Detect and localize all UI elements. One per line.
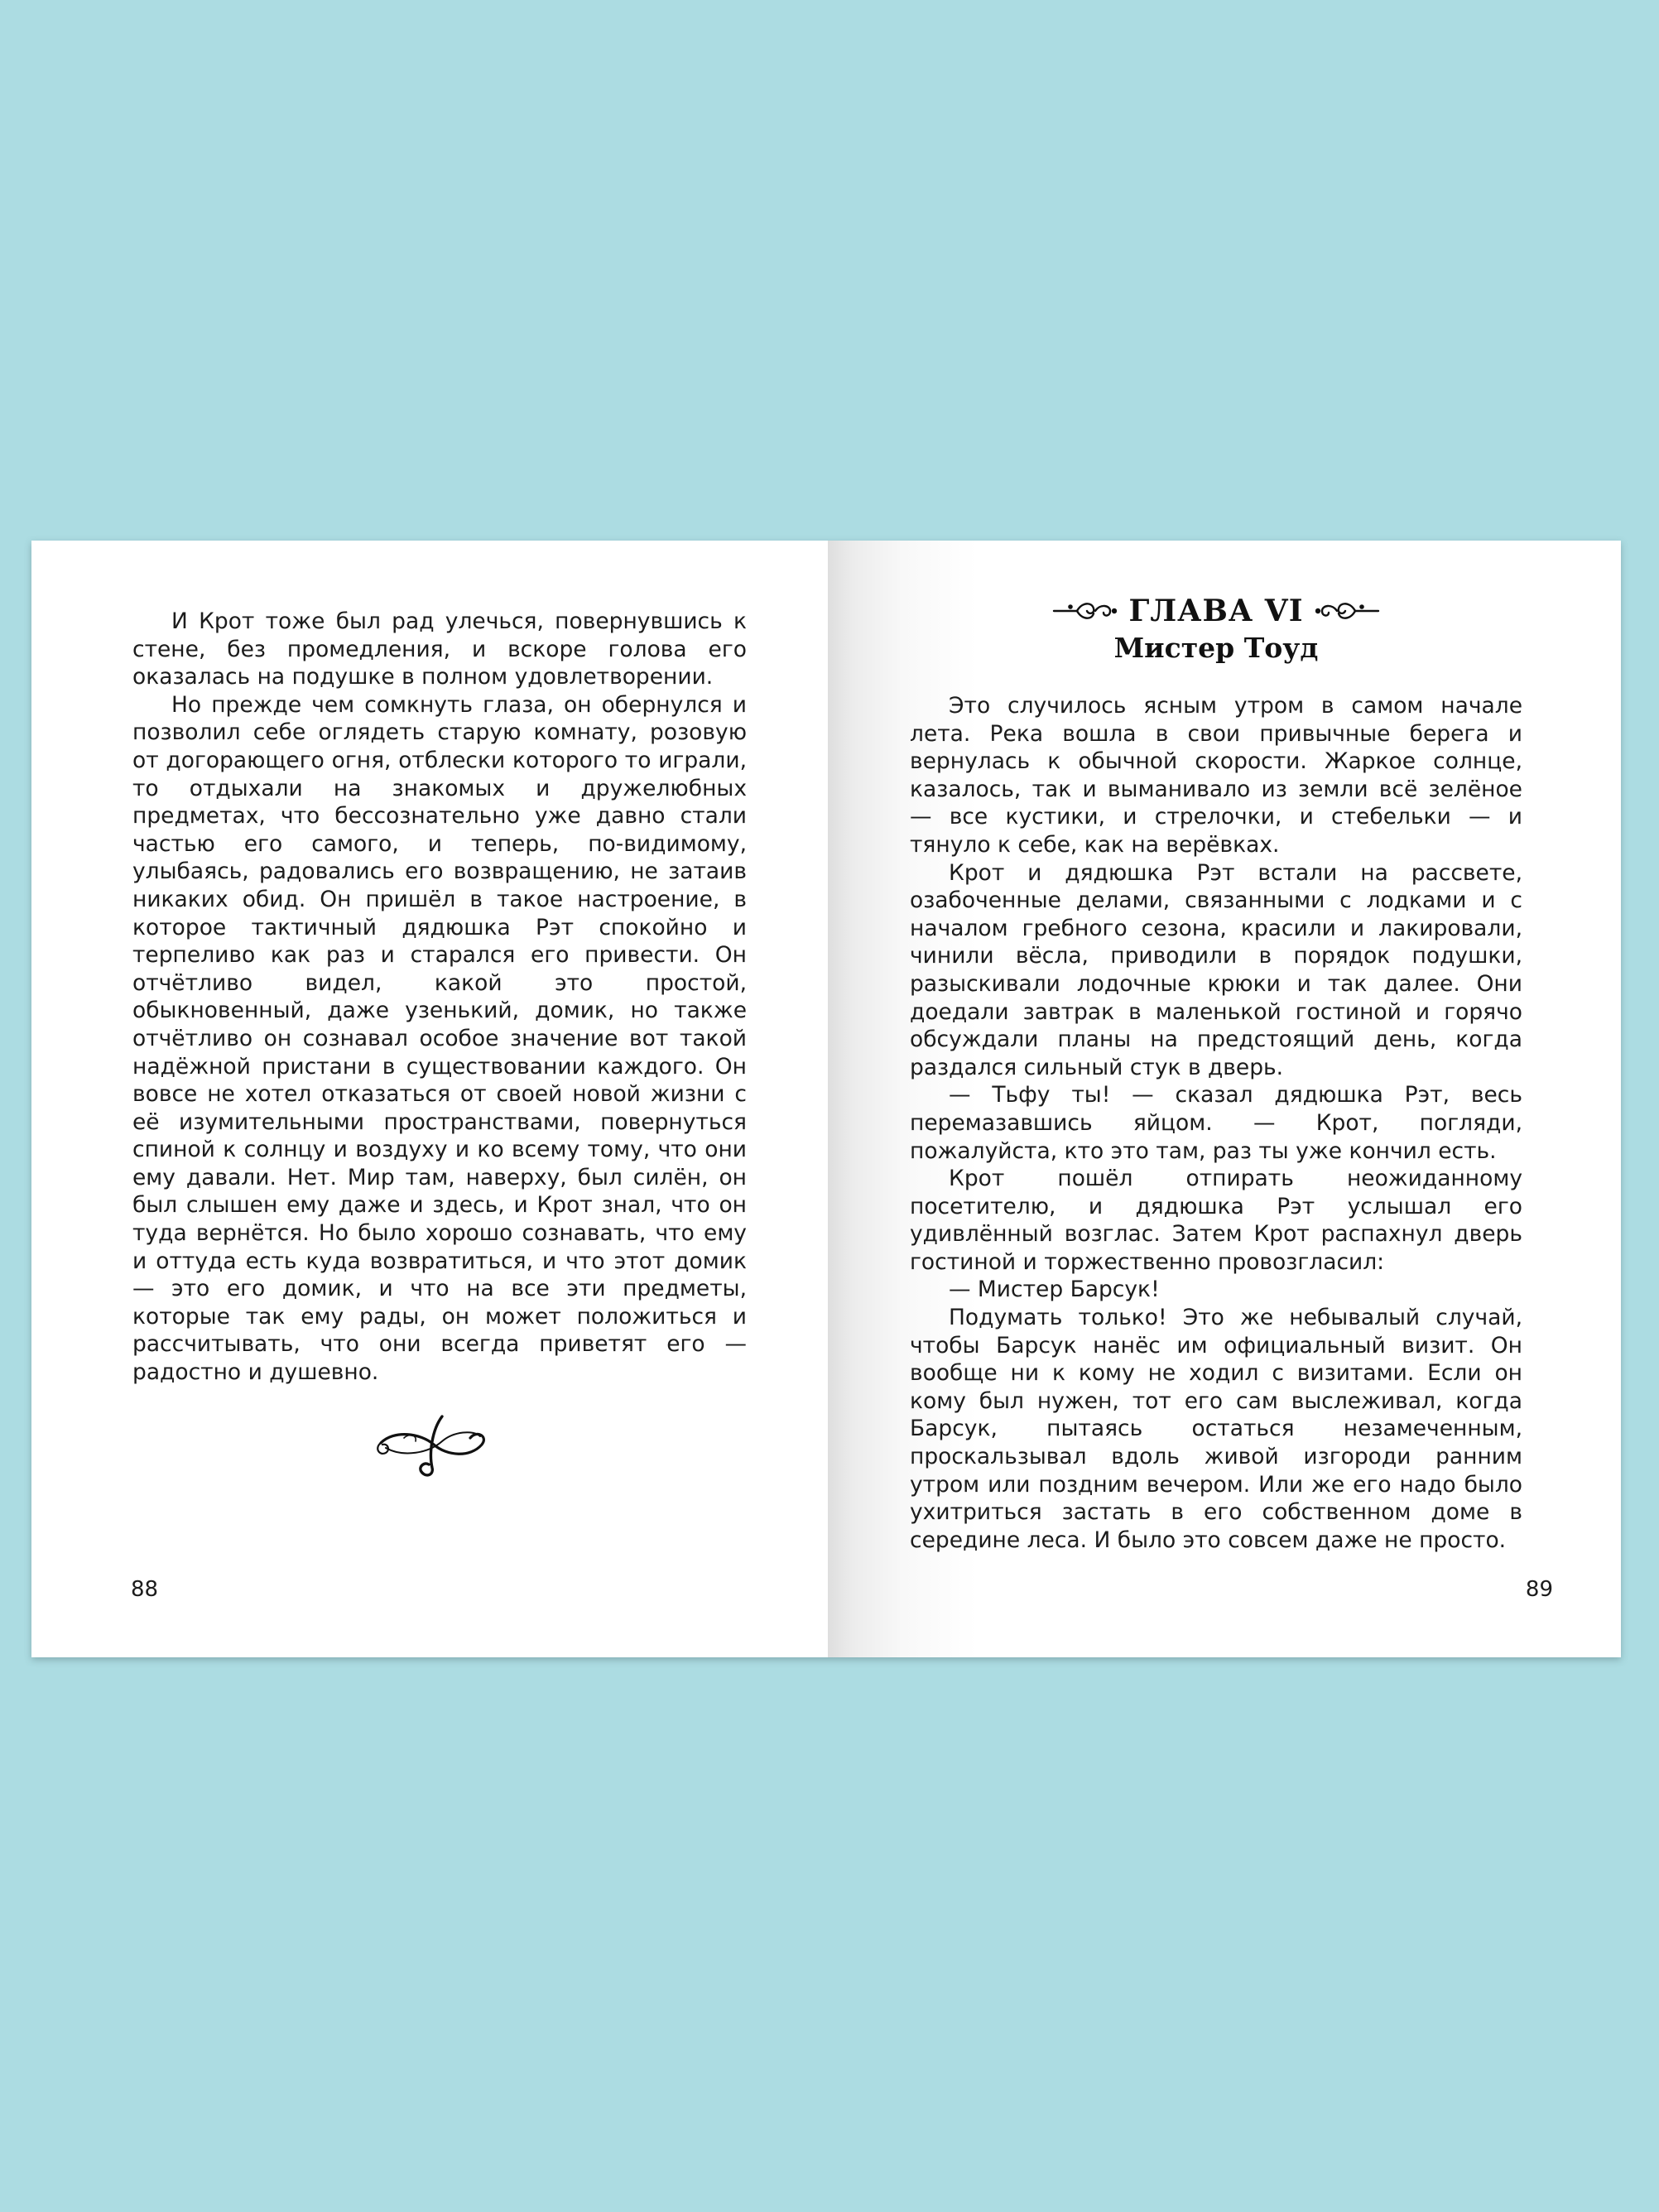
paragraph: — Мистер Барсук! [949, 1277, 1160, 1303]
right-page [828, 541, 1621, 1657]
paragraph: Крот и дядюшка Рэт встали на рассвете, озабоченные делами, связанными с лодками и с началом гребного сезона, красили и лакировали, чинили вёсла, приводили в порядок подушки, разыскивали лодочные крюки и так далее. Они доедали завтрак в маленькой гостиной и горячо обсуждали планы на предстоящий день, когда раздался сильный стук в дверь. [910, 859, 1522, 1080]
paragraph: Крот пошёл отпирать неожиданному посетителю, и дядюшка Рэт услышал его удивлённый возглас. Затем Крот распахнул дверь гостиной и торжественно провозгласил: [910, 1166, 1522, 1275]
page-number: 88 [131, 1577, 159, 1602]
calligraphic-flourish-icon [371, 1410, 492, 1479]
right-scroll-flourish-icon [1315, 599, 1380, 623]
paragraph: Это случилось ясным утром в самом начале лета. Река вошла в свои привычные берега и вернулась к обычной скорости. Жаркое солнце, казалось, так и выманивало из земли всё зелёное — все кустики, и стрелочки, и стебельки — и тянуло к себе, как на верёвках. [910, 693, 1522, 858]
paragraph: Подумать только! Это же небывалый случай, чтобы Барсук нанёс им официальный визит. Он вообще ни к кому не ходил с визитами. Если он кому был нужен, тот его сам выслеживал, когда Барсук, пытаясь остаться незамеченным, проскальзывал вдоль живой изгороди ранним утром или поздним вечером. Или же его надо было ухитриться застать в его собственном доме в середине леса. И было это совсем даже не просто. [910, 1305, 1522, 1553]
left-scroll-flourish-icon [1052, 599, 1117, 623]
paragraph: Но прежде чем сомкнуть глаза, он обернулся и позволил себе оглядеть старую комнату, розовую от догорающего огня, отблески которого то играли, то отдыхали на знакомых и дружелюбных предметах, что бессознательно уже давно стали частью его самого, и теперь, по-видимому, улыбаясь, радовались его возвращению, не затаив никаких обид. Он пришёл в такое настроение, в которое тактичный дядюшка Рэт спокойно и терпеливо как раз и старался его привести. Он отчётливо видел, какой это простой, обыкновенный, даже узенький, домик, но также отчётливо он сознавал особое значение вот такой надёжной пристани в существовании каждого. Он вовсе не хотел отказаться от своей новой жизни с её изумительными пространствами, повернуться спиной к солнцу и воздуху и ко всему тому, что они ему давали. Нет. Мир там, наверху, был силён, он был слышен ему даже и здесь, и Крот знал, что он туда вернётся. Но было хорошо сознавать, что ему и оттуда есть куда возвратиться, и что этот домик — это его домик, и что на все эти предметы, которые так ему рады, он может положиться и рассчитывать, что они всегда приветят его — радостно и душевно. [132, 691, 747, 1386]
paragraph: И Крот тоже был рад улечься, повернувшись к стене, без промедления, и вскоре голова его оказалась на подушке в полном удовлетворении. [132, 608, 747, 690]
page-number: 89 [1525, 1577, 1553, 1602]
left-page [31, 541, 828, 1657]
chapter-heading [910, 592, 1522, 666]
chapter-title: Мистер Тоуд [1113, 632, 1319, 664]
right-page-text [910, 692, 1522, 1554]
book-spread [31, 541, 1621, 1657]
chapter-label: ГЛАВА VI [1128, 594, 1304, 628]
left-page-text [132, 608, 747, 1387]
paragraph: — Тьфу ты! — сказал дядюшка Рэт, весь перемазавшись яйцом. — Крот, погляди, пожалуйста, кто это там, раз ты уже кончил есть. [910, 1082, 1522, 1164]
